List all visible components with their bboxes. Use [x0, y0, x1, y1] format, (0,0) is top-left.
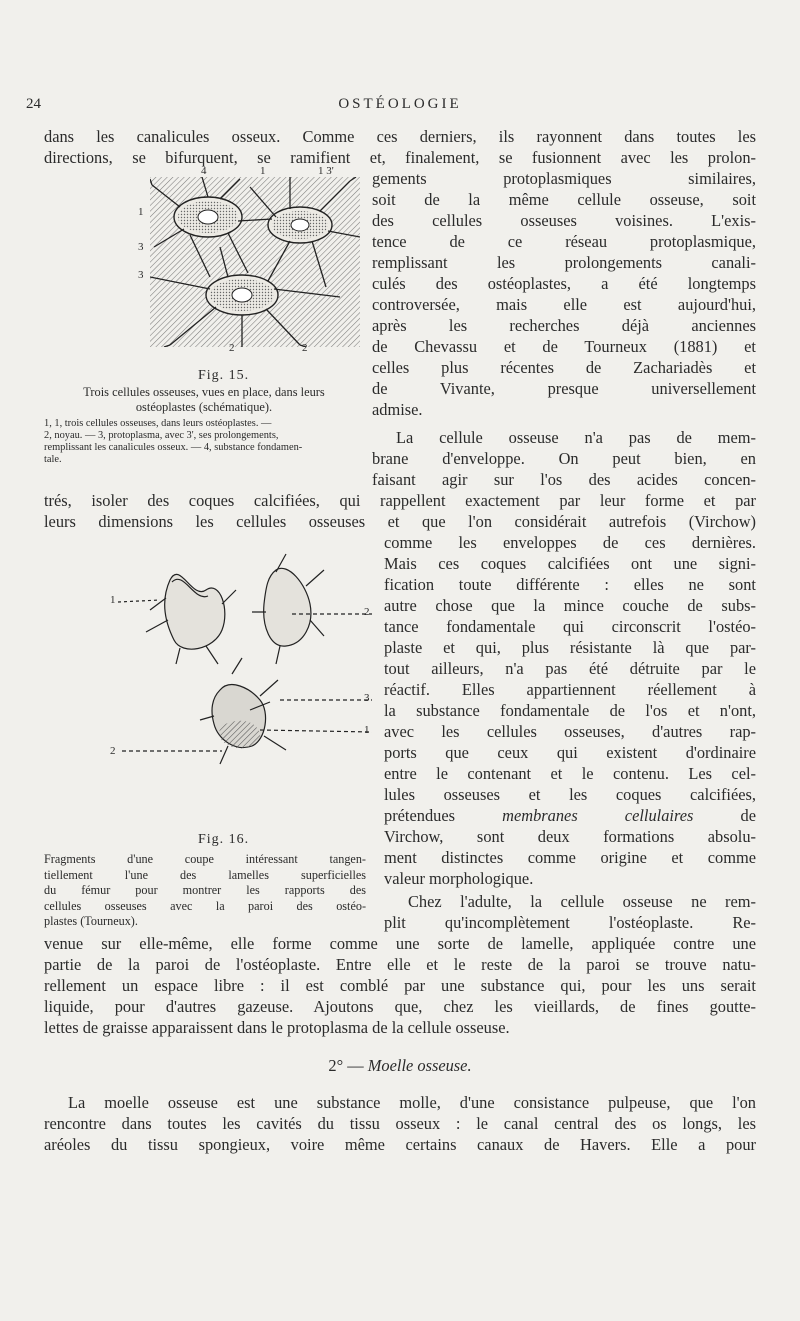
text-line: liquide, pour d'autres gazeuse. Ajoutons que, chez les vieillards, de fines goutte-: [44, 997, 756, 1016]
figure-15-label-3-a: 3: [138, 241, 144, 253]
text-line: soit de la même cellule osseuse, soit: [372, 190, 756, 209]
text-line: [384, 806, 756, 827]
page-number: 24: [26, 96, 41, 112]
text-line: La cellule osseuse n'a pas de mem-: [396, 428, 756, 447]
section-number: 2°: [328, 1056, 344, 1075]
text-line: rellement un espace libre : il est comblé par une substance qui, pour les uns serait: [44, 976, 756, 995]
text-line: Chez l'adulte, la cellule osseuse ne rem-: [408, 892, 756, 911]
figure-16-legend: [44, 852, 366, 930]
section-title: Moelle osseuse.: [367, 1056, 472, 1075]
text-line: de Chevassu et de Tourneux (1881) et: [372, 337, 756, 356]
text-line: lules osseuses et les coques calcifiées,: [384, 785, 756, 804]
figure-16-number: Fig. 16.: [198, 832, 250, 847]
figure-16-label-2-b: 2: [110, 745, 116, 757]
text-line: dans les canalicules osseux. Comme ces derniers, ils rayonnent dans toutes les: [44, 127, 756, 146]
text-line: faisant agir sur l'os des acides concen-: [372, 470, 756, 489]
text-line: lettes de graisse apparaissent dans le protoplasma de la cellule osseuse.: [44, 1018, 510, 1037]
figure-16-legend-line: tiellement l'une des lamelles superficielles: [44, 867, 366, 882]
text-line: tout ailleurs, n'a pas été détruite par le: [384, 659, 756, 678]
text-line: réactif. Elles appartiennent réellement à: [384, 680, 756, 699]
text-line: tence de ce réseau protoplasmique,: [372, 232, 756, 251]
running-title: OSTÉOLOGIE: [338, 96, 462, 112]
figure-15-legend-line: remplissant les canalicules osseux. — 4, substance fondamen-: [44, 442, 303, 453]
text-line: admise.: [372, 400, 423, 419]
text-line: brane d'enveloppe. On peut bien, en: [372, 449, 756, 468]
text-line: entre le contenant et le contenu. Les cel-: [384, 764, 756, 783]
text-line: leurs dimensions les cellules osseuses et que l'on considérait autrefois (Virchow): [44, 512, 756, 531]
figure-15-title: [44, 385, 364, 414]
text-line: directions, se bifurquent, se ramifient et, finalement, se fusionnent avec les prolon-: [44, 148, 756, 167]
text-line: culés des ostéoplastes, a été longtemps: [372, 274, 756, 293]
text-line: valeur morphologique.: [384, 869, 534, 888]
figure-16-legend-line: cellules osseuses avec la paroi des ostéo-: [44, 898, 366, 913]
figure-16-label-3: 3: [364, 692, 370, 704]
figure-16-illustration: [110, 540, 382, 795]
section-heading: [0, 1056, 800, 1076]
figure-16-legend-line: Fragments d'une coupe intéressant tangen-: [44, 852, 366, 866]
text-line: de Vivante, presque universellement: [372, 379, 756, 398]
figure-15-illustration: [150, 177, 360, 347]
italic-term: membranes cellulaires: [502, 806, 694, 825]
figure-15-label-1-3prime: 1 3': [318, 165, 334, 177]
figure-15-label-2-a: 2: [229, 342, 235, 354]
text-line: plit qu'incomplètement l'ostéoplaste. Re-: [384, 913, 756, 932]
text-fragment: de: [740, 806, 756, 825]
figure-15-legend-line: 1, 1, trois cellules osseuses, dans leurs ostéoplastes. —: [44, 418, 272, 429]
text-line: La moelle osseuse est une substance molle, d'une consistance pulpeuse, que l'on: [68, 1093, 756, 1112]
figure-15-title-line: Trois cellules osseuses, vues en place, dans leurs: [83, 385, 325, 399]
figure-15-legend-line: tale.: [44, 454, 62, 465]
text-line: avec les cellules osseuses, d'autres rap-: [384, 722, 756, 741]
text-line: fication toute différente : elles ne sont: [384, 575, 756, 594]
text-line: plaste et qui, plus résistante là que par-: [384, 638, 756, 657]
text-line: venue sur elle-même, elle forme comme une sorte de lamelle, appliquée contre une: [44, 934, 756, 953]
text-line: aréoles du tissu spongieux, voire même certains canaux de Havers. Elle a pour: [44, 1135, 756, 1154]
text-line: des cellules osseuses voisines. L'exis-: [372, 211, 756, 230]
figure-15-number: Fig. 15.: [198, 368, 250, 383]
figure-16-label-1: 1: [110, 594, 116, 606]
figure-16-legend-line: du fémur pour montrer les rapports des: [44, 883, 366, 898]
figure-16-label-1-b: 1: [364, 724, 370, 736]
text-line: ports que ceux qui existent d'ordinaire: [384, 743, 756, 762]
text-line: autre chose que la mince couche de subs-: [384, 596, 756, 615]
figure-15-label-3-b: 3: [138, 269, 144, 281]
figure-15-legend-line: 2, noyau. — 3, protoplasma, avec 3', ses prolongements,: [44, 430, 279, 441]
text-line: remplissant les prolongements canali-: [372, 253, 756, 272]
text-fragment: prétendues: [384, 806, 455, 825]
text-line: Virchow, sont deux formations absolu-: [384, 827, 756, 846]
text-line: rencontre dans toutes les cavités du tissu osseux : le canal central des os longs, les: [44, 1114, 756, 1133]
figure-15-label-1: 1: [260, 165, 266, 177]
text-line: comme les enveloppes de ces dernières.: [384, 533, 756, 552]
text-line: tance fondamentale qui circonscrit l'ostéo-: [384, 617, 756, 636]
text-line: après les recherches déjà anciennes: [372, 316, 756, 335]
figure-15-label-4: 4: [201, 165, 207, 177]
figure-15-title-line: ostéoplastes (schématique).: [135, 399, 273, 414]
text-line: controversée, mais elle est aujourd'hui,: [372, 295, 756, 314]
text-line: ment distinctes comme origine et comme: [384, 848, 756, 867]
text-line: trés, isoler des coques calcifiées, qui rappellent exactement par leur forme et par: [44, 491, 756, 510]
figure-15-label-1-left: 1: [138, 206, 144, 218]
section-dash: —: [347, 1056, 364, 1075]
text-line: gements protoplasmiques similaires,: [372, 169, 756, 188]
text-line: la substance fondamentale de l'os et n'ont,: [384, 701, 756, 720]
text-line: celles plus récentes de Zachariadès et: [372, 358, 756, 377]
figure-15-label-2-b: 2: [302, 342, 308, 354]
text-line: Mais ces coques calcifiées ont une signi-: [384, 554, 756, 573]
text-line: partie de la paroi de l'ostéoplaste. Entre elle et le reste de la paroi se trouve natu-: [44, 955, 756, 974]
figure-16-legend-line: plastes (Tourneux).: [44, 914, 138, 929]
figure-16-label-2: 2: [364, 606, 370, 618]
figure-15-legend: [44, 418, 364, 466]
